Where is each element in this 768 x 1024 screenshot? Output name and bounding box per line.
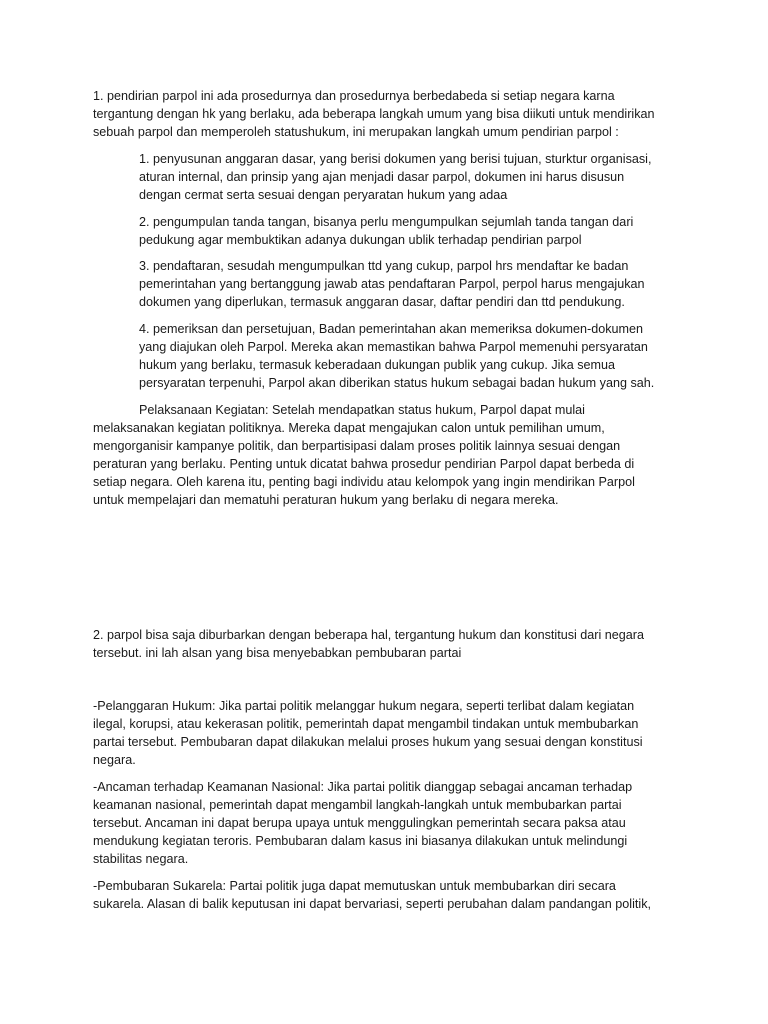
step-3-paragraph [139,257,645,311]
pelaksanaan-paragraph [93,401,635,509]
text-line: mendukung kegiatan teroris. Pembubaran dalam kasus ini biasanya dilakukan untuk melindungi [93,834,628,848]
pelanggaran-hukum-paragraph [93,697,643,769]
step-4-paragraph [139,320,654,392]
pembubaran-sukarela-paragraph [93,877,651,913]
text-line: -Pembubaran Sukarela: Partai politik juga dapat memutuskan untuk membubarkan diri secara [93,879,616,893]
text-line: mengorganisir kampanye politik, dan berpartisipasi dalam proses politik lainnya sesuai dengan [93,439,621,453]
text-line: dengan cermat serta sesuai dengan peryaratan hukum yang adaa [139,188,508,202]
text-line: aturan internal, dan prinsip yang ajan menjadi dasar parpol, dokumen ini harus disusun [139,170,625,184]
text-line: pemerintahan yang bertanggung jawab atas pendaftaran Parpol, perpol harus mengajukan [139,277,645,291]
text-line: partai tersebut. Pembubaran dapat dilakukan melalui proses hukum yang sesuai dengan konstitusi [93,735,643,749]
text-line: untuk mempelajari dan mematuhi peraturan hukum yang berlaku di negara mereka. [93,493,559,507]
text-line: yang diajukan oleh Parpol. Mereka akan memastikan bahwa Parpol memenuhi persyaratan [139,340,648,354]
text-line: 2. parpol bisa saja diburbarkan dengan beberapa hal, tergantung hukum dan konstitusi dari negara [93,628,645,642]
text-line: 3. pendaftaran, sesudah mengumpulkan ttd yang cukup, parpol hrs mendaftar ke badan [139,259,629,273]
text-line: setiap negara. Oleh karena itu, penting bagi individu atau kelompok yang ingin mendirikan Parpol [93,475,635,489]
text-line: 4. pemeriksan dan persetujuan, Badan pemerintahan akan memeriksa dokumen-dokumen [139,322,644,336]
text-line: peraturan yang berlaku. Penting untuk dicatat bahwa prosedur pendirian Parpol dapat berbeda di [93,457,635,471]
text-line: ilegal, korupsi, atau kekerasan politik, pemerintah dapat mengambil tindakan untuk membubarkan [93,717,639,731]
text-line: hukum yang berlaku, termasuk keberadaan dukungan publik yang cukup. Jika semua [139,358,616,372]
text-line: 1. pendirian parpol ini ada prosedurnya dan prosedurnya berbedabeda si setiap negara karna [93,89,615,103]
text-line: Pelaksanaan Kegiatan: Setelah mendapatkan status hukum, Parpol dapat mulai [139,403,585,417]
step-2-paragraph [139,213,633,249]
text-line: dokumen yang diperlukan, termasuk anggaran dasar, daftar pendiri dan ttd pendukung. [139,295,625,309]
text-line: stabilitas negara. [93,852,189,866]
text-line: -Pelanggaran Hukum: Jika partai politik melanggar hukum negara, seperti terlibat dalam kegiatan [93,699,635,713]
ancaman-keamanan-paragraph [93,778,632,868]
text-line: tergantung dengan hk yang berlaku, ada beberapa langkah umum yang bisa diikuti untuk mendirikan [93,107,655,121]
text-line: persyaratan terpenuhi, Parpol akan diberikan status hukum sebagai badan hukum yang sah. [139,376,655,390]
text-line: tersebut. Ancaman ini dapat berupa upaya untuk menggulingkan pemerintah secara paksa atau [93,816,626,830]
text-line: sukarela. Alasan di balik keputusan ini dapat bervariasi, seperti perubahan dalam pandangan politik, [93,897,651,911]
text-line: pedukung agar membuktikan adanya dukungan ublik terhadap pendirian parpol [139,233,582,247]
text-line: sebuah parpol dan memperoleh statushukum, ini merupakan langkah umum pendirian parpol : [93,125,619,139]
text-line: melaksanakan kegiatan politiknya. Mereka dapat mengajukan calon untuk pemilihan umum, [93,421,605,435]
text-line: negara. [93,753,136,767]
text-line: tersebut. ini lah alsan yang bisa menyebabkan pembubaran partai [93,646,462,660]
text-line: keamanan nasional, pemerintah dapat mengambil langkah-langkah untuk membubarkan partai [93,798,622,812]
text-line: -Ancaman terhadap Keamanan Nasional: Jika partai politik dianggap sebagai ancaman terhadap [93,780,633,794]
text-line: 1. penyusunan anggaran dasar, yang berisi dokumen yang berisi tujuan, sturktur organisasi, [139,152,652,166]
step-1-paragraph [139,150,651,204]
section1-intro-paragraph [93,87,655,141]
section2-intro-paragraph [93,626,644,662]
text-line: 2. pengumpulan tanda tangan, bisanya perlu mengumpulkan sejumlah tanda tangan dari [139,215,634,229]
